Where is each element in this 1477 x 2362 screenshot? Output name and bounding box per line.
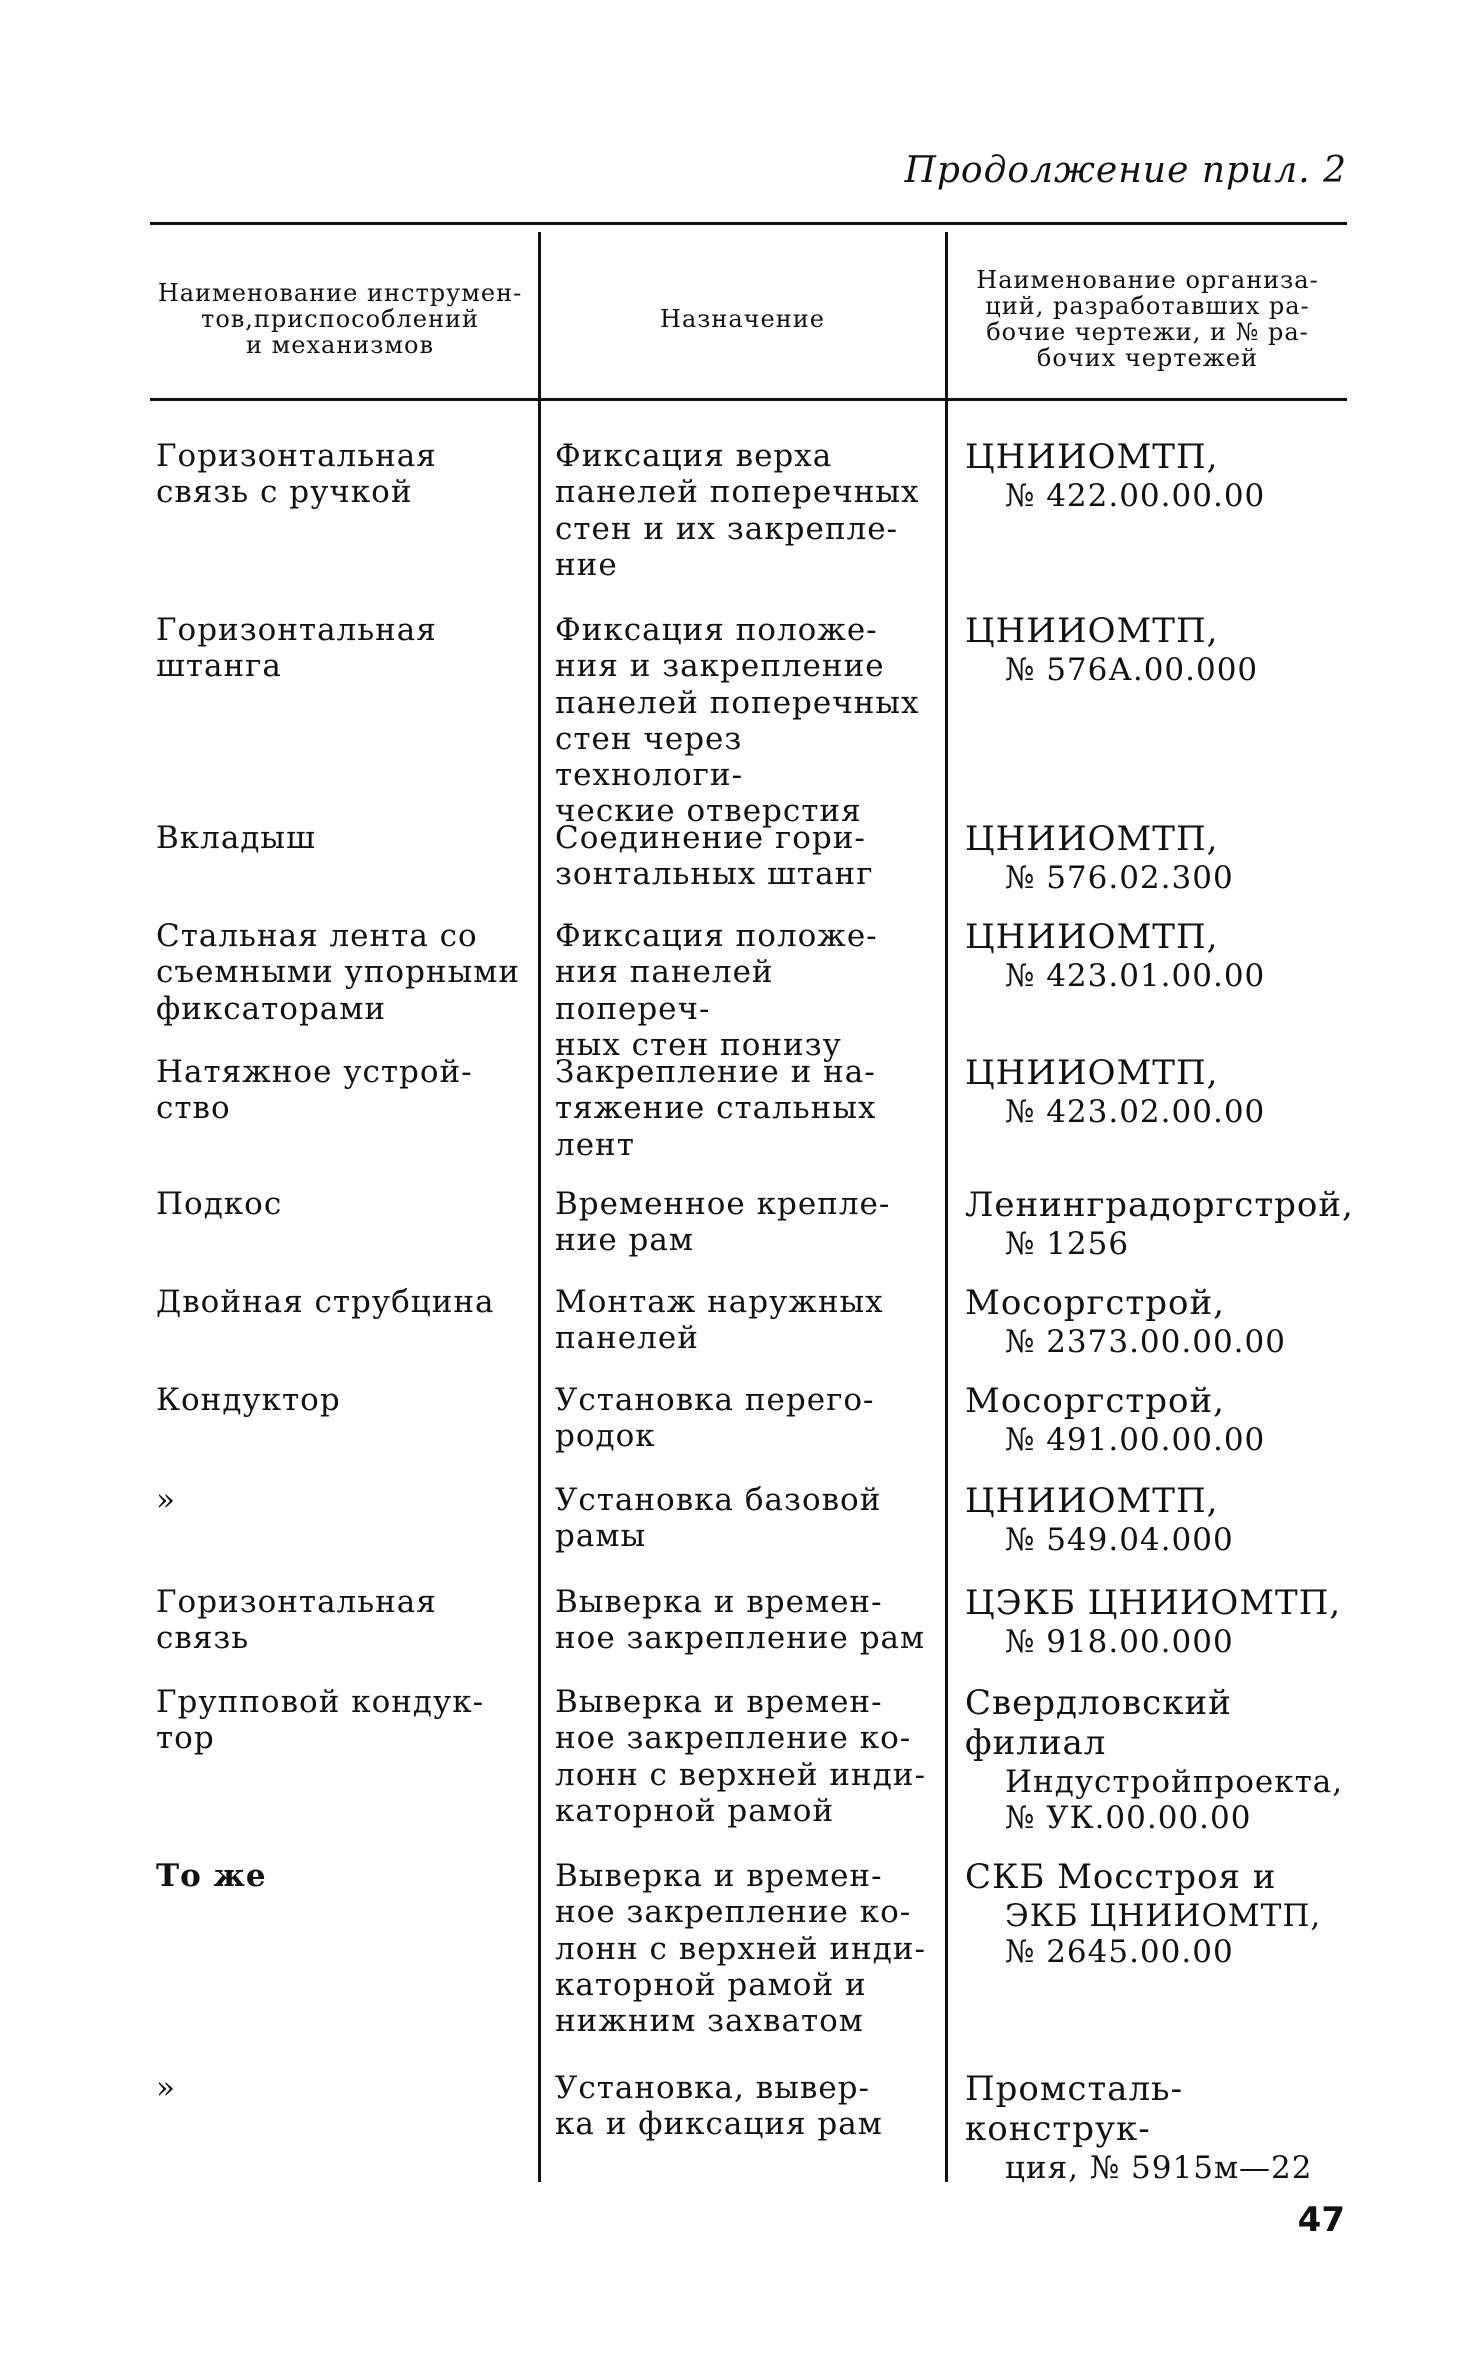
drawing-number: Индустройпроекта, № УК.00.00.00 bbox=[1005, 1763, 1344, 1836]
developer-org bbox=[965, 438, 1347, 514]
drawing-number: № 576А.00.000 bbox=[1005, 651, 1259, 688]
tool-purpose: Выверка и времен- ное закрепление ко- лонн с верхней инди- каторной рамой bbox=[555, 1684, 926, 1829]
tool-purpose: Выверка и времен- ное закрепление рам bbox=[555, 1584, 926, 1657]
tool-purpose: Фиксация положе- ния и закрепление панелей поперечных стен через технологи- ческие отверстия bbox=[555, 612, 920, 830]
tool-purpose: Установка, вывер- ка и фиксация рам bbox=[555, 2070, 883, 2143]
org-name: Промстальконструк- bbox=[965, 2069, 1183, 2149]
org-name: СКБ Мосстроя и bbox=[965, 1857, 1277, 1897]
org-name: ЦНИИОМТП, bbox=[965, 1053, 1219, 1093]
tool-name: Кондуктор bbox=[156, 1382, 341, 1418]
column-header-name: Наименование инструмен- тов,приспособлений и механизмов bbox=[157, 279, 523, 359]
column-header-organization: Наименование организа- ций, разработавших ра- бочие чертежи, и № ра- бочих чертежей bbox=[976, 266, 1319, 372]
tool-name: Стальная лента со съемными упорными фиксаторами bbox=[156, 918, 521, 1027]
org-name: ЦЭКБ ЦНИИОМТП, bbox=[965, 1583, 1342, 1623]
org-name: ЦНИИОМТП, bbox=[965, 917, 1219, 957]
tool-name: Двойная струбцина bbox=[156, 1284, 495, 1320]
tool-purpose: Установка перего- родок bbox=[555, 1382, 875, 1455]
org-name: Мосоргстрой, bbox=[965, 1283, 1225, 1323]
tool-purpose: Монтаж наружных панелей bbox=[555, 1284, 884, 1357]
org-name: Свердловский филиал bbox=[965, 1683, 1232, 1763]
org-name: Ленинградоргстрой, bbox=[965, 1185, 1354, 1225]
drawing-number: № 918.00.000 bbox=[1005, 1623, 1234, 1660]
page-number: 47 bbox=[1297, 2200, 1345, 2240]
tool-name: То же bbox=[156, 1858, 267, 1894]
developer-org bbox=[965, 918, 1347, 994]
drawing-number: № 491.00.00.00 bbox=[1005, 1421, 1266, 1458]
drawing-number: ЭКБ ЦНИИОМТП, № 2645.00.00 bbox=[1005, 1897, 1322, 1971]
developer-org bbox=[965, 2070, 1347, 2186]
developer-org bbox=[965, 612, 1347, 688]
developer-org bbox=[965, 1185, 1354, 1262]
org-name: ЦНИИОМТП, bbox=[965, 611, 1219, 651]
org-name: ЦНИИОМТП, bbox=[965, 437, 1219, 477]
developer-org bbox=[965, 1858, 1347, 1970]
org-name: ЦНИИОМТП, bbox=[965, 819, 1219, 859]
tool-purpose: Временное крепле- ние рам bbox=[555, 1186, 891, 1259]
tool-purpose: Выверка и времен- ное закрепление ко- лонн с верхней инди- каторной рамой и нижним захватом bbox=[555, 1858, 926, 2040]
tool-name: Групповой кондук- тор bbox=[156, 1684, 485, 1757]
tool-purpose: Соединение гори- зонтальных штанг bbox=[555, 820, 874, 893]
drawing-number: № 1256 bbox=[1005, 1225, 1130, 1262]
column-header-purpose: Назначение bbox=[660, 305, 825, 334]
drawing-number: № 423.01.00.00 bbox=[1005, 957, 1266, 994]
org-name: Мосоргстрой, bbox=[965, 1381, 1225, 1421]
developer-org bbox=[965, 1284, 1347, 1360]
table-top-rule bbox=[150, 222, 1347, 225]
tool-name: Вкладыш bbox=[156, 820, 316, 856]
tool-purpose: Закрепление и на- тяжение стальных лент bbox=[555, 1054, 877, 1163]
tool-name: » bbox=[156, 2070, 176, 2106]
developer-org bbox=[965, 1684, 1347, 1836]
org-name: ЦНИИОМТП, bbox=[965, 1481, 1219, 1521]
tool-purpose: Фиксация верха панелей поперечных стен и их закрепле- ние bbox=[555, 438, 920, 583]
tool-name: Горизонтальная связь bbox=[156, 1584, 437, 1657]
drawing-number: № 549.04.000 bbox=[1005, 1521, 1234, 1558]
developer-org bbox=[965, 1482, 1347, 1558]
table-header-rule bbox=[150, 398, 1347, 401]
tool-name: Горизонтальная связь с ручкой bbox=[156, 438, 437, 511]
tool-name: Натяжное устрой- ство bbox=[156, 1054, 473, 1127]
tool-purpose: Установка базовой рамы bbox=[555, 1482, 882, 1555]
tool-name: Подкос bbox=[156, 1186, 283, 1222]
developer-org bbox=[965, 1054, 1347, 1130]
column-divider-2 bbox=[945, 232, 948, 2182]
developer-org bbox=[965, 1382, 1347, 1458]
tool-name: » bbox=[156, 1482, 176, 1518]
drawing-number: ция, № 5915м—22 bbox=[1005, 2149, 1313, 2186]
drawing-number: № 576.02.300 bbox=[1005, 859, 1234, 896]
drawing-number: № 423.02.00.00 bbox=[1005, 1093, 1266, 1130]
developer-org bbox=[965, 820, 1347, 896]
developer-org bbox=[965, 1584, 1347, 1660]
drawing-number: № 422.00.00.00 bbox=[1005, 477, 1266, 514]
column-divider-1 bbox=[538, 232, 541, 2182]
tool-purpose: Фиксация положе- ния панелей попереч- ных стен понизу bbox=[555, 918, 878, 1063]
drawing-number: № 2373.00.00.00 bbox=[1005, 1323, 1286, 1360]
page-header: Продолжение прил. 2 bbox=[904, 150, 1347, 191]
tool-name: Горизонтальная штанга bbox=[156, 612, 437, 685]
